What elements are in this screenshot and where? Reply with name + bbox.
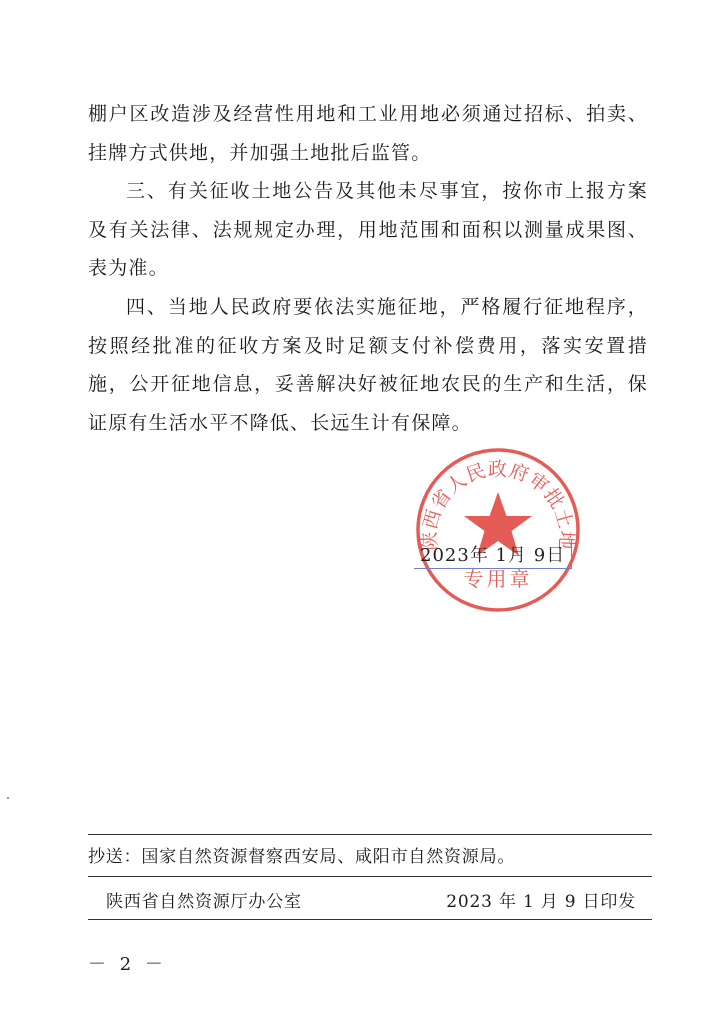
paragraph-item-four: 四、当地人民政府要依法实施征地，严格履行征地程序，按照经批准的征收方案及时足额支付补偿费用，落实安置措施，公开征地信息，妥善解决好被征地农民的生产和生活，保证原有生活水平不降低、长远生计有保障。 bbox=[88, 295, 648, 434]
footer-bottom-rule bbox=[88, 919, 652, 920]
sign-year: 2023 bbox=[420, 545, 470, 566]
sign-month: 1 bbox=[495, 545, 508, 566]
sign-year-unit: 年 bbox=[469, 545, 489, 566]
sign-month-unit: 月 bbox=[508, 545, 527, 566]
footer-top-rule bbox=[88, 834, 652, 835]
document-body bbox=[88, 95, 648, 442]
paragraph-continued: 棚户区改造涉及经营性用地和工业用地必须通过招标、拍卖、挂牌方式供地，并加强土地批后监管。 bbox=[88, 103, 648, 164]
footer-middle-rule bbox=[88, 876, 652, 877]
paragraph-item-three: 三、有关征收土地公告及其他未尽事宜，按你市上报方案及有关法律、法规规定办理，用地范围和面积以测量成果图、表为准。 bbox=[88, 180, 648, 280]
scan-speck bbox=[7, 797, 9, 799]
issuing-office: 陕西省自然资源厅办公室 bbox=[106, 892, 302, 912]
signature-date bbox=[414, 540, 572, 569]
sign-day-unit: 日 bbox=[546, 545, 566, 566]
seal-ring-text: 陕西省人民政府审批土地 bbox=[418, 458, 578, 552]
issue-date: 2023 年 1 月 9 日印发 bbox=[446, 892, 636, 912]
cc-recipients: 抄送：国家自然资源督察西安局、咸阳市自然资源局。 bbox=[88, 847, 516, 867]
seal-bottom-text: 专用章 bbox=[463, 567, 533, 591]
official-seal bbox=[414, 446, 582, 614]
page-number: － 2 － bbox=[88, 954, 167, 975]
sign-day: 9 bbox=[533, 545, 547, 566]
